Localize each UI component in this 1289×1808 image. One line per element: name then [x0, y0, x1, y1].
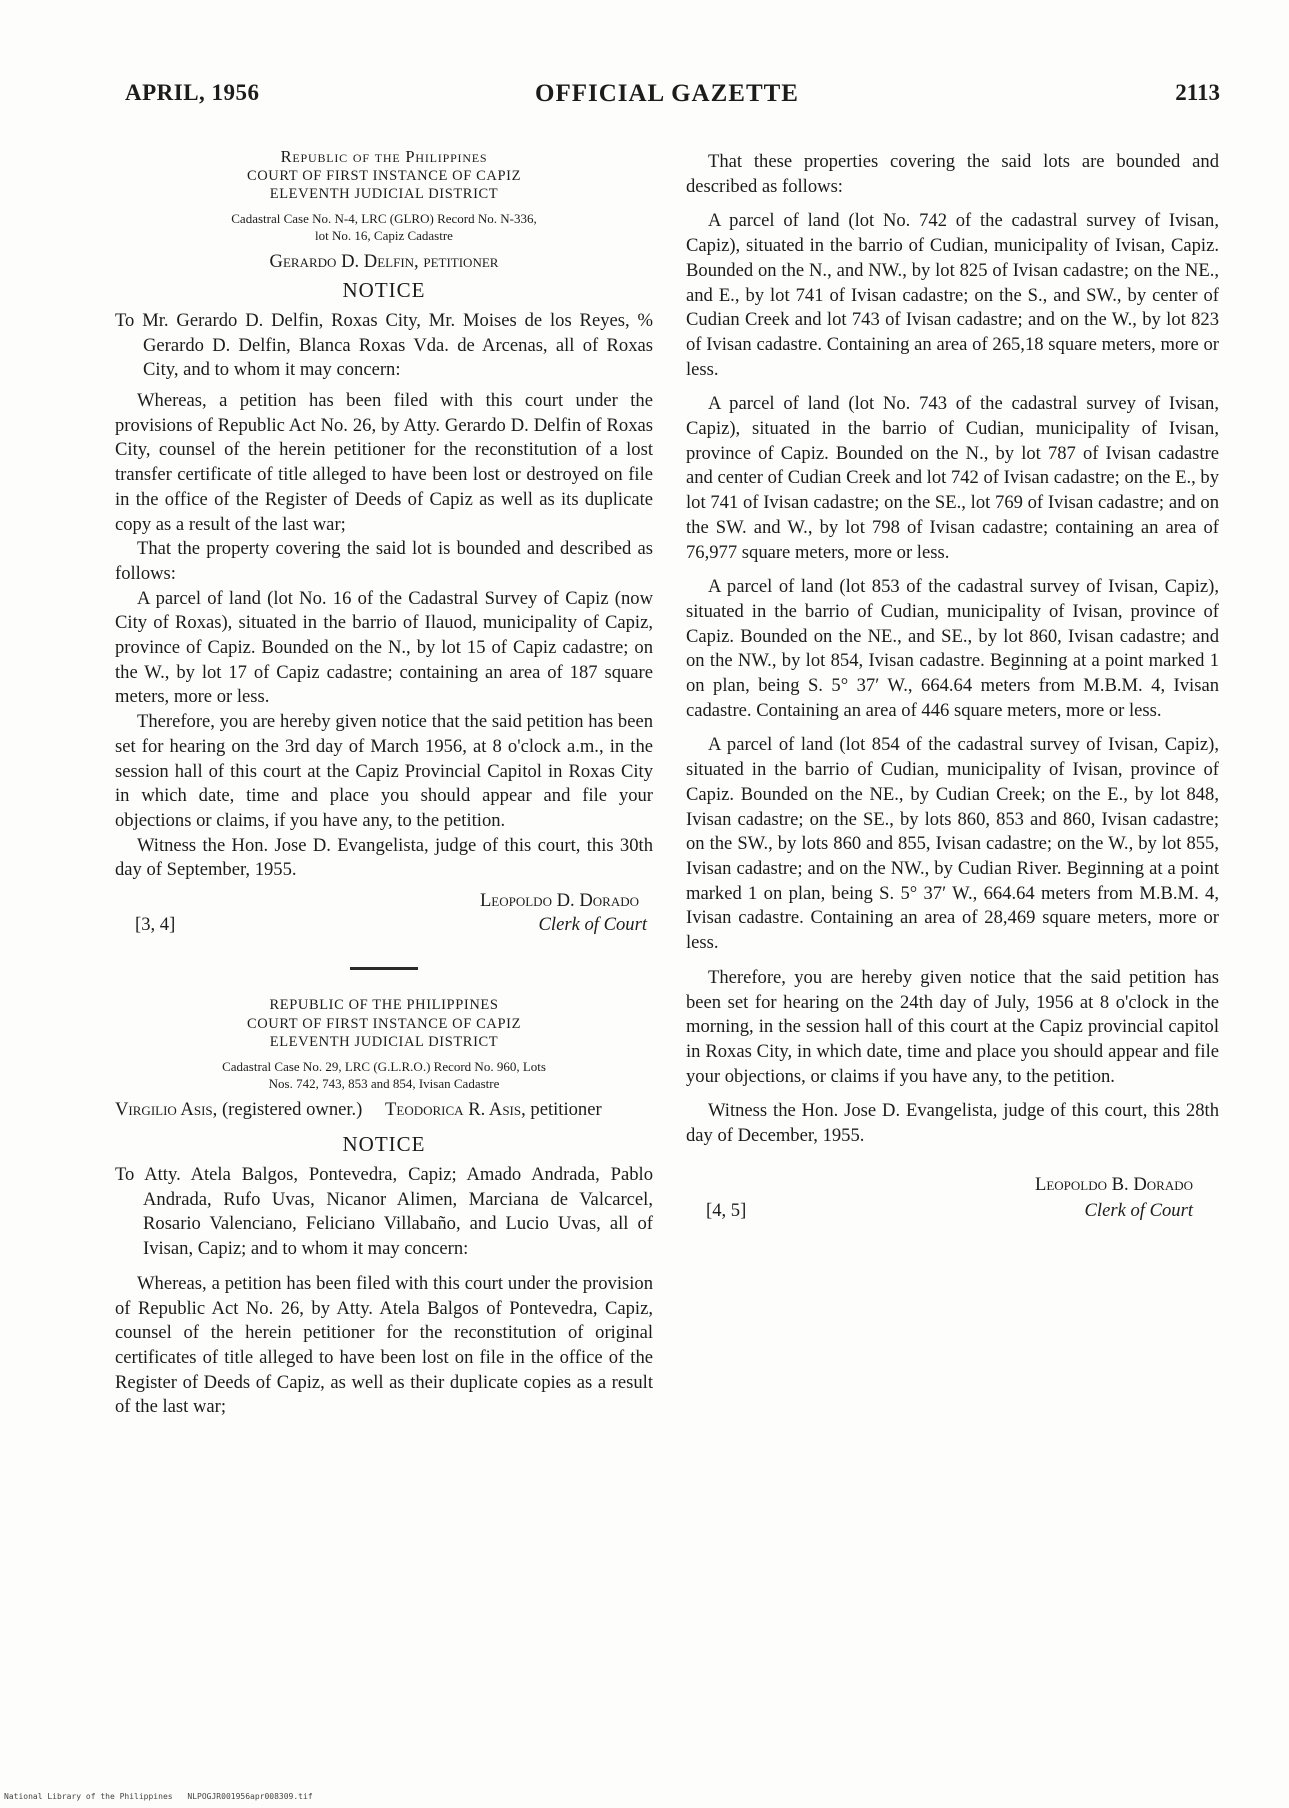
court-name-2: COURT OF FIRST INSTANCE OF CAPIZ: [246, 1015, 522, 1032]
paragraph-lot-743: A parcel of land (lot No. 743 of the cadastral survey of Ivisan, Capiz), situated in the barrio of Cudian, municipality of Ivisan, province of Capiz. Bounded on the N., by lot 787 of Ivisan cadastre and center of Cudian Creek and lot 742 of Ivisan cadastre; on the E., by lot 741 of Ivisan cadastre; on the SE., lot 769 of Ivisan cadastre; and on the SW. and W., by lot 798 of Ivisan cadastre; containing an area of 76,977 square meters, more or less.: [686, 393, 1219, 563]
case-line-2: Nos. 742, 743, 853 and 854, Ivisan Cadastre: [268, 1075, 500, 1091]
case-reference-2: [115, 1058, 653, 1092]
paragraph-bounded: That the property covering the said lot is bounded and described as follows:: [115, 538, 653, 584]
right-column: [686, 150, 1219, 1227]
paragraph-lot-742: A parcel of land (lot No. 742 of the cadastral survey of Ivisan, Capiz), situated in the barrio of Cudian, municipality of Ivisan, Capiz. Bounded on the N., and NW., by lot 825 of Ivisan cadastre; on the NE., and E., by lot 741 of Ivisan cadastre; on the S., and SW., by center of Cudian Creek and lot 743 of Ivisan cadastre; and on the W., by lot 823 of Ivisan cadastre. Containing an area of 265,18 square meters, more or less.: [686, 210, 1219, 380]
party-petitioner-note: petitioner: [530, 1098, 602, 1120]
signer-role-2: Clerk of Court: [1084, 1199, 1193, 1221]
case-line-1: Cadastral Case No. N-4, LRC (GLRO) Record No. N-336,: [231, 210, 537, 226]
issue-reference: [3, 4]: [135, 914, 176, 936]
paragraph-petition-2: Whereas, a petition has been filed with this court under the provision of Republic Act No. 26, by Atty. Atela Balgos of Pontevedra, Capiz, counsel of the herein petitioner for the reconstitution of original certificates of title alleged to have been lost on file in the office of the Register of Deeds of Capiz, as well as their duplicate copies as a result of the last war;: [115, 1272, 653, 1418]
parties: Gerardo D. Delfin, petitioner: [269, 250, 499, 272]
notice-address: To Mr. Gerardo D. Delfin, Roxas City, Mr. Moises de los Reyes, % Gerardo D. Delfin, Blanca Roxas Vda. de Arcenas, all of Roxas City, and to whom it may concern:: [115, 309, 653, 381]
case-line-2: lot No. 16, Capiz Cadastre: [315, 227, 453, 243]
signature-block-2: [686, 1171, 1219, 1227]
issue-reference-2: [4, 5]: [706, 1199, 747, 1221]
notice-title-2: NOTICE: [342, 1132, 426, 1157]
party-petitioner: Teodorica R. Asis,: [385, 1098, 526, 1120]
court-district: ELEVENTH JUDICIAL DISTRICT: [269, 186, 499, 202]
scan-filename: NLPOGJR001956apr008309.tif: [187, 1792, 313, 1801]
parties-2: [115, 1098, 653, 1123]
court-district-2: ELEVENTH JUDICIAL DISTRICT: [269, 1034, 499, 1051]
publication-title: OFFICIAL GAZETTE: [535, 80, 799, 107]
page-header: [125, 80, 1220, 120]
signer-name-2: Leopoldo B. Dorado: [1034, 1173, 1193, 1195]
scan-footer: [4, 1792, 323, 1801]
notice-address-2: To Atty. Atela Balgos, Pontevedra, Capiz; Amado Andrada, Pablo Andrada, Rufo Uvas, Nicanor Alimen, Marciana de Valcarcel, Rosario Valenciano, Feliciano Villabaño, and Lucio Uvas, all of Ivisan, Capiz; and to whom it may concern:: [115, 1163, 653, 1260]
paragraph-witness-2: Witness the Hon. Jose D. Evangelista, judge of this court, this 28th day of December, 1955.: [686, 1100, 1219, 1147]
paragraph-petition: Whereas, a petition has been filed with this court under the provisions of Republic Act No. 26, by Atty. Gerardo D. Delfin of Roxas City, counsel of the herein petitioner for the reconstitution of a lost transfer certificate of title alleged to have been lost or destroyed on file in the office of the Register of Deeds of Capiz as well as its duplicate copy as a result of the last war;: [115, 390, 653, 535]
court-heading: [115, 148, 653, 204]
court-republic: Republic of the Philippines: [280, 147, 488, 166]
notice-title: NOTICE: [342, 278, 426, 303]
paragraph-bounded-2: That these properties covering the said lots are bounded and described as follows:: [686, 151, 1219, 197]
paragraph-witness: Witness the Hon. Jose D. Evangelista, judge of this court, this 30th day of September, 1955.: [115, 834, 653, 881]
case-reference: [115, 210, 653, 244]
paragraph-hearing-2: Therefore, you are hereby given notice that the said petition has been set for hearing on the 24th day of July, 1956 at 8 o'clock in the morning, in the session hall of this court at the Capiz provincial capitol in Roxas City, in which date, time and place you should appear and file your objections, or claims if you have any, to the petition.: [686, 966, 1219, 1087]
issue-date: APRIL, 1956: [125, 80, 260, 105]
party-owner: Virgilio Asis,: [115, 1098, 218, 1120]
case-line-1: Cadastral Case No. 29, LRC (G.L.R.O.) Record No. 960, Lots: [222, 1058, 546, 1074]
paragraph-lot-853: A parcel of land (lot 853 of the cadastral survey of Ivisan, Capiz), situated in the barrio of Cudian, municipality of Ivisan, province of Capiz. Bounded on the NE., and SE., by lot 860, Ivisan cadastre; and on the NW., by lot 854, Ivisan cadastre. Beginning at a point marked 1 on plan, being S. 5° 37′ W., 664.64 meters from M.B.M. 4, Ivisan cadastre. Containing an area of 446 square meters, more or less.: [686, 576, 1219, 721]
party-owner-note: (registered owner.): [221, 1098, 363, 1120]
signature-block: [115, 889, 653, 941]
paragraph-hearing: Therefore, you are hereby given notice that the said petition has been set for hearing on the 3rd day of March 1956, at 8 o'clock a.m., in the session hall of this court at the Capiz Provincial Capitol in Roxas City in which date, time and place you should appear and file your objections or claims, if you have any, to the petition.: [115, 711, 653, 831]
paragraph-parcel: A parcel of land (lot No. 16 of the Cadastral Survey of Capiz (now City of Roxas), situated in the barrio of Ilauod, municipality of Capiz, province of Capiz. Bounded on the N., by lot 15 of Capiz cadastre; on the W., by lot 17 of Capiz cadastre; containing an area of 187 square meters, more or less.: [115, 587, 653, 708]
court-name: COURT OF FIRST INSTANCE OF CAPIZ: [246, 167, 522, 184]
signer-role: Clerk of Court: [538, 914, 647, 936]
left-column: [115, 148, 653, 1420]
page-number: 2113: [1175, 80, 1220, 105]
signer-name: Leopoldo D. Dorado: [479, 890, 639, 912]
paragraph-lot-854: A parcel of land (lot 854 of the cadastral survey of Ivisan, Capiz), situated in the barrio of Cudian, municipality of Ivisan, province of Capiz. Bounded on the NE., by Cudian Creek; on the E., by lot 848, Ivisan cadastre; on the SE., by lots 860, 853 and 860, Ivisan cadastre; on the SW., by lots 860 and 855, Ivisan cadastre; on the W., by lot 855, Ivisan cadastre; and on the NW., by Cudian River. Beginning at a point marked 1 on plan, being S. 5° 37′ W., 664.64 meters from M.B.M. 4, Ivisan cadastre. Containing an area of 28,469 square meters, more or less.: [686, 734, 1219, 954]
library-name: National Library of the Philippines: [4, 1792, 173, 1801]
court-heading-2: [115, 996, 653, 1052]
court-republic-2: REPUBLIC OF THE PHILIPPINES: [269, 997, 499, 1014]
section-divider: [350, 967, 418, 970]
